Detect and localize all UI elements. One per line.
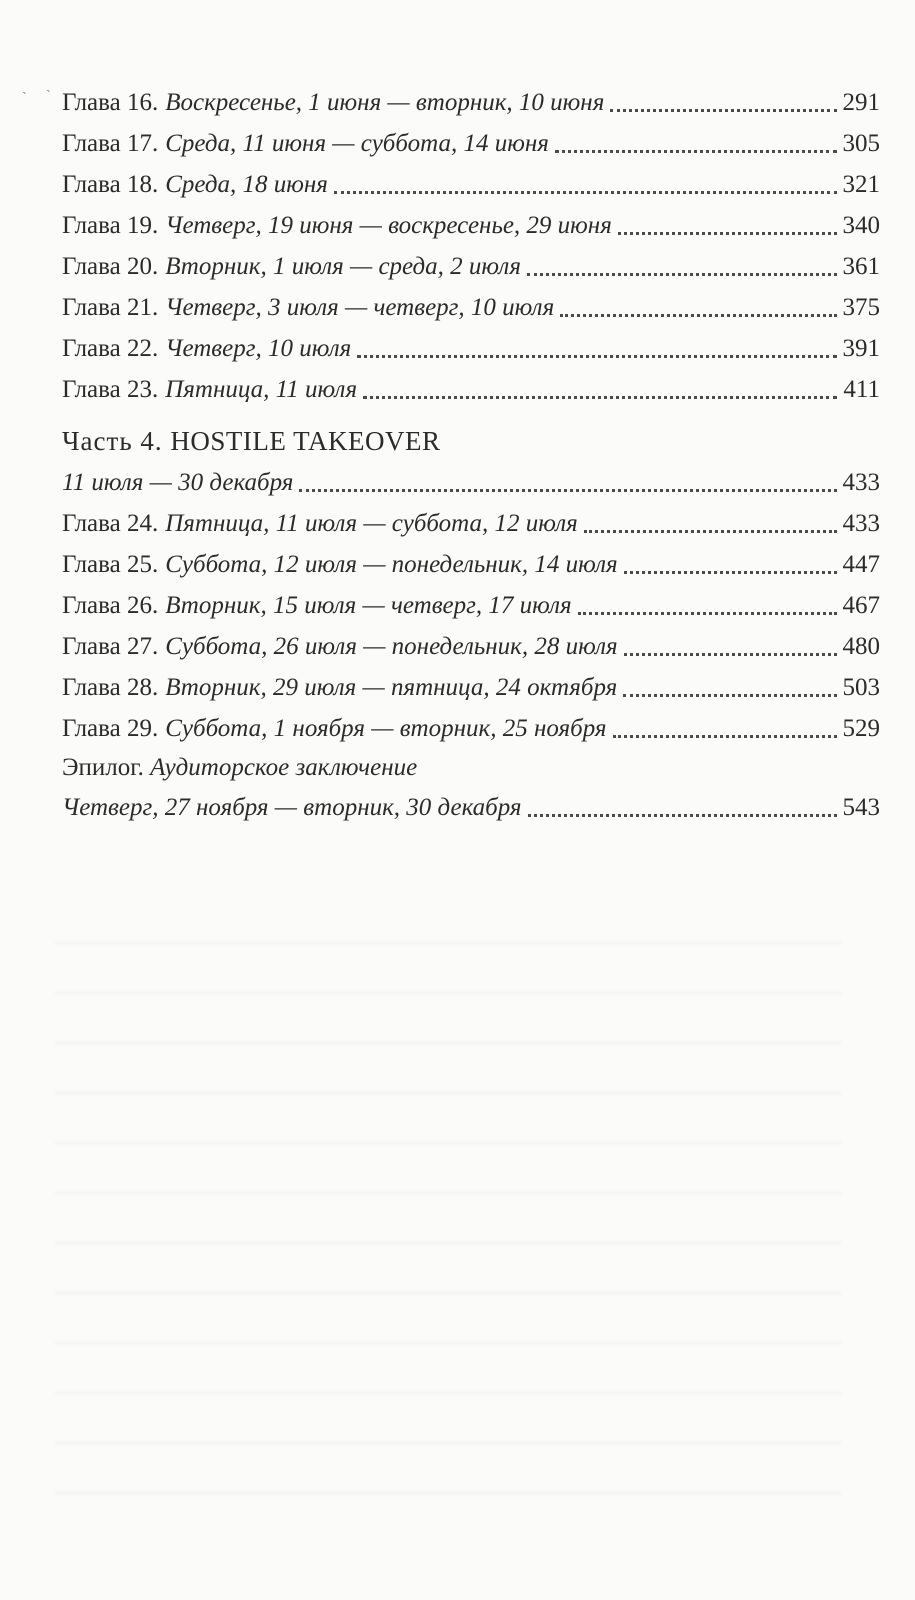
page-number: 305: [842, 130, 880, 157]
toc-entry: [62, 82, 880, 123]
dot-leader: [624, 570, 837, 574]
toc-entry: [62, 544, 880, 585]
show-through-text: [55, 900, 875, 1540]
chapter-label: Глава 20.: [62, 253, 159, 280]
page-number: 447: [842, 551, 880, 578]
page-number: 340: [842, 212, 880, 239]
chapter-title: Воскресенье, 1 июня — вторник, 10 июня: [165, 89, 605, 116]
chapter-title: Вторник, 1 июля — среда, 2 июля: [165, 253, 521, 280]
page-number: 433: [842, 469, 880, 496]
toc-entry: [62, 667, 880, 708]
epilogue-title: Аудиторское заключение: [150, 754, 418, 781]
dot-leader: [578, 611, 837, 615]
chapter-label: Глава 17.: [62, 130, 159, 157]
chapter-title: Пятница, 11 июля: [165, 376, 358, 403]
chapter-label: Глава 26.: [62, 592, 159, 619]
dot-leader: [623, 693, 836, 697]
chapter-title: Четверг, 3 июля — четверг, 10 июля: [165, 294, 555, 321]
part-dates: 11 июля — 30 декабря: [62, 469, 294, 496]
dot-leader: [584, 529, 837, 533]
dot-leader: [618, 231, 837, 235]
toc-entry: [62, 328, 880, 369]
page-number: 467: [842, 592, 880, 619]
dot-leader: [299, 488, 836, 492]
chapter-label: Глава 18.: [62, 171, 159, 198]
part-label: Часть 4.: [62, 426, 163, 456]
page-number: 321: [842, 171, 880, 198]
table-of-contents: [62, 82, 880, 828]
epilogue-dates: Четверг, 27 ноября — вторник, 30 декабря: [62, 794, 522, 821]
toc-entry: [62, 369, 880, 410]
margin-mark: ˎ: [46, 78, 51, 93]
page-number: 529: [842, 715, 880, 742]
epilogue-entry: [62, 787, 880, 828]
chapter-title: Суббота, 12 июля — понедельник, 14 июля: [165, 551, 618, 578]
chapter-title: Суббота, 1 ноября — вторник, 25 ноября: [165, 715, 607, 742]
page-number: 391: [842, 335, 880, 362]
dot-leader: [527, 272, 837, 276]
page-number: 411: [843, 376, 880, 403]
page-number: 361: [842, 253, 880, 280]
dot-leader: [613, 734, 837, 738]
chapter-label: Глава 27.: [62, 633, 159, 660]
margin-mark: ˎ: [22, 80, 27, 95]
dot-leader: [363, 395, 837, 399]
dot-leader: [357, 354, 836, 358]
chapter-title: Суббота, 26 июля — понедельник, 28 июля: [165, 633, 618, 660]
chapter-label: Глава 25.: [62, 551, 159, 578]
chapter-label: Глава 16.: [62, 89, 159, 116]
dot-leader: [624, 652, 837, 656]
toc-entry: [62, 205, 880, 246]
dot-leader: [610, 108, 836, 112]
chapter-title: Среда, 11 июня — суббота, 14 июня: [165, 130, 549, 157]
chapter-title: Четверг, 10 июля: [165, 335, 352, 362]
chapter-label: Глава 24.: [62, 510, 159, 537]
toc-entry: [62, 585, 880, 626]
chapter-label: Глава 23.: [62, 376, 159, 403]
page-number: 543: [842, 794, 880, 821]
chapter-title: Четверг, 19 июня — воскресенье, 29 июня: [165, 212, 612, 239]
part-dates-entry: [62, 462, 880, 503]
dot-leader: [528, 813, 837, 817]
toc-entry: [62, 708, 880, 749]
page-number: 480: [842, 633, 880, 660]
dot-leader: [560, 313, 836, 317]
chapter-title: Вторник, 29 июля — пятница, 24 октября: [165, 674, 618, 701]
part-heading: [62, 420, 880, 462]
chapter-label: Глава 19.: [62, 212, 159, 239]
page-number: 433: [842, 510, 880, 537]
epilogue-heading: [62, 749, 880, 787]
chapter-title: Пятница, 11 июля — суббота, 12 июля: [165, 510, 578, 537]
page-number: 291: [842, 89, 880, 116]
dot-leader: [555, 149, 837, 153]
toc-entry: [62, 123, 880, 164]
chapter-label: Глава 21.: [62, 294, 159, 321]
chapter-title: Вторник, 15 июля — четверг, 17 июля: [165, 592, 572, 619]
chapter-label: Глава 22.: [62, 335, 159, 362]
chapter-label: Глава 29.: [62, 715, 159, 742]
toc-entry: [62, 246, 880, 287]
dot-leader: [334, 190, 837, 194]
toc-entry: [62, 626, 880, 667]
epilogue-label: Эпилог.: [62, 754, 144, 781]
chapter-title: Среда, 18 июня: [165, 171, 328, 198]
toc-entry: [62, 164, 880, 205]
toc-entry: [62, 287, 880, 328]
toc-entry: [62, 503, 880, 544]
page-number: 375: [842, 294, 880, 321]
part-title: HOSTILE TAKEOVER: [170, 426, 441, 456]
chapter-label: Глава 28.: [62, 674, 159, 701]
page-number: 503: [842, 674, 880, 701]
